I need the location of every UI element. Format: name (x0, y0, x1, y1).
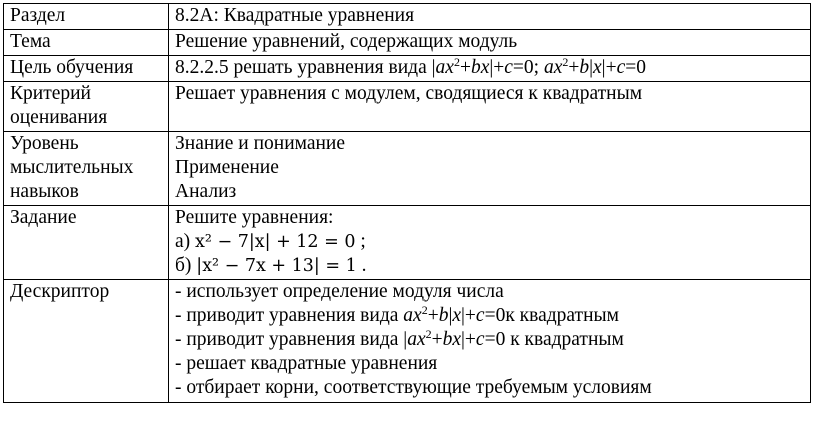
task-item-b-expression: |x² − 7x + 13| = 1 (196, 256, 357, 276)
row-section (4, 4, 811, 30)
objective-separator: ; (533, 57, 544, 78)
task-item-b (175, 254, 806, 278)
descriptor-item: - решает квадратные уравнения (175, 353, 438, 374)
lesson-plan-table (3, 3, 811, 403)
descriptor-item: - отбирает корни, соответствующие требуемым условиям (175, 377, 652, 398)
value-topic: Решение уравнений, содержащих модуль (169, 30, 811, 56)
task-intro: Решите уравнения: (175, 207, 334, 228)
label-descriptor: Дескриптор (4, 280, 169, 403)
row-descriptor (4, 280, 811, 403)
descriptor-item-2-prefix: - приводит уравнения вида (175, 305, 404, 326)
label-criterion-line-2: оценивания (10, 107, 108, 128)
value-descriptor (169, 280, 811, 403)
descriptor-item (175, 304, 806, 328)
objective-equation-2: $ax^2+b|x|+c=0$ (543, 55, 646, 78)
descriptor-item (175, 328, 806, 352)
task-item-a-expression: x² − 7|x| + 12 = 0 (195, 232, 356, 252)
label-topic: Тема (4, 30, 169, 56)
value-thinking-level (169, 132, 811, 206)
objective-text: 8.2.2.5 решать уравнения вида (175, 57, 432, 78)
label-section: Раздел (4, 4, 169, 30)
descriptor-item-2-equation: $ax^2+b|x|+c=0$ (403, 303, 506, 326)
task-item-a-suffix: ; (355, 231, 366, 252)
label-criterion-line-1: Критерий (10, 83, 91, 104)
task-item-b-prefix: б) (175, 255, 197, 276)
value-criterion: Решает уравнения с модулем, сводящиеся к квадратным (169, 82, 811, 132)
row-objective (4, 56, 811, 82)
value-objective (169, 56, 811, 82)
label-thinking-level-line-3: навыков (10, 181, 79, 202)
label-thinking-level-line-1: Уровень (10, 133, 79, 154)
objective-equation-1: $|ax^2+bx|+c=0$ (431, 55, 534, 78)
thinking-level-item: Знание и понимание (175, 133, 346, 154)
descriptor-item-3-prefix: - приводит уравнения вида (175, 329, 404, 350)
row-criterion (4, 82, 811, 132)
descriptor-item-3-suffix: к квадратным (505, 329, 624, 350)
task-item-b-suffix: . (356, 255, 367, 276)
descriptor-item: - использует определение модуля числа (175, 281, 504, 302)
row-task (4, 206, 811, 280)
label-task: Задание (4, 206, 169, 280)
task-item-a-prefix: а) (175, 231, 196, 252)
thinking-level-item: Анализ (175, 181, 237, 202)
row-topic (4, 30, 811, 56)
value-task (169, 206, 811, 280)
thinking-level-item: Применение (175, 157, 279, 178)
label-objective: Цель обучения (4, 56, 169, 82)
descriptor-item-2-suffix: к квадратным (505, 305, 619, 326)
value-section: 8.2А: Квадратные уравнения (169, 4, 811, 30)
task-item-a (175, 230, 806, 254)
label-thinking-level (4, 132, 169, 206)
row-thinking-level (4, 132, 811, 206)
descriptor-item-3-equation: $|ax^2+bx|+c=0$ (403, 327, 506, 350)
label-thinking-level-line-2: мыслительных (10, 157, 134, 178)
label-criterion (4, 82, 169, 132)
